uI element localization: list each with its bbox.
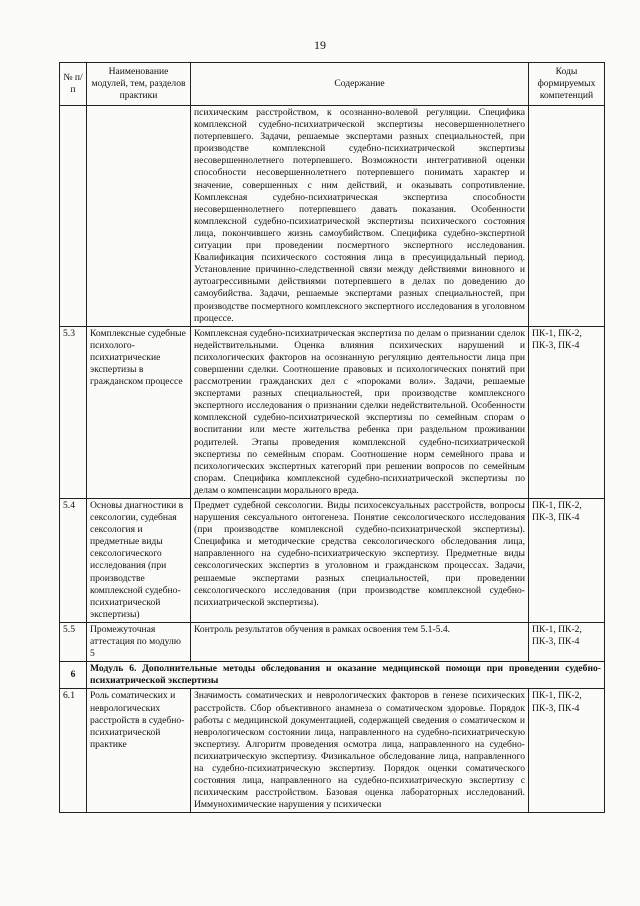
row-name: Промежуточная аттестация по модулю 5 [87,622,191,661]
header-name: Наименование модулей, тем, разделов практики [87,63,191,106]
row-content: Значимость соматических и неврологических факторов в генезе психических расстройств. Сбор объективного анамнеза о соматическом здоровье. Порядок работы с медицинской документацией, содержащей сведения о соматическом и неврологическом состоянии лица, направленного на судебно-психиатрическую экспертизу. Алгоритм проведения осмотра лица, направленного на судебно-психиатрическую экспертизу. Физикальное обследование лица, направленного на судебно-психиатрическую экспертизу. Порядок оценки соматического состояния лица, направленного на судебно-психиатрическую экспертизу с психическим расстройством. Базовая оценка лабораторных исследований. Иммунохимические нарушения у психически [191,689,529,813]
row-codes: ПК-1, ПК-2, ПК-3, ПК-4 [529,689,605,813]
table-row [60,106,605,327]
row-name [87,106,191,327]
row-content: Контроль результатов обучения в рамках освоения тем 5.1-5.4. [191,622,529,661]
row-name: Основы диагностики в сексологии, судебная сексология и предметные виды сексологического исследования (при производстве комплексной судебно-психиатрической экспертизы) [87,499,191,623]
row-codes: ПК-1, ПК-2, ПК-3, ПК-4 [529,499,605,623]
row-content: Предмет судебной сексологии. Виды психосексуальных расстройств, вопросы нарушения сексуального онтогенеза. Понятие сексологического исследования (при производстве комплексной судебно-психиатрической экспертизы). Специфика и методические средства сексологического обследования лица, направленного на судебно-психиатрическую экспертизу. Предметные виды сексологических экспертиз в уголовном и гражданском процессах. Задачи, решаемые экспертами разных специальностей, при проведении сексологического исследования (при производстве комплексной судебно-психиатрической экспертизы). [191,499,529,623]
table-header-row [60,63,605,106]
row-codes [529,106,605,327]
module-num: 6 [60,662,87,689]
row-name: Комплексные судебные психолого-психиатрические экспертизы в гражданском процессе [87,326,191,498]
row-codes: ПК-1, ПК-2, ПК-3, ПК-4 [529,622,605,661]
table-row [60,622,605,661]
row-content: Комплексная судебно-психиатрическая экспертиза по делам о признании сделок недействительными. Оценка влияния психических нарушений и психологических факторов на осознанную регуляцию деятельности лица при совершении сделки. Соотношение правовых и психологических понятий при рассмотрении гражданских дел с «пороками воли». Задачи, решаемые экспертами разных специальностей, при производстве комплексного экспертного исследования о признании сделки недействительной. Особенности комплексной судебно-психиатрической экспертизы по семейным спорам о воспитании или месте жительства ребенка при раздельном проживании родителей. Этапы проведения комплексной судебно-психиатрической экспертизы по семейным спорам. Соотношение норм семейного права и психологических экспертных категорий при решении вопросов по семейным спорам. Специфика комплексной судебно-психиатрической экспертизы по делам о компенсации морального вреда. [191,326,529,498]
page-number: 19 [314,38,326,52]
table-row [60,689,605,813]
row-num: 5.4 [60,499,87,623]
row-num: 5.3 [60,326,87,498]
header-codes: Коды формируемых компетенций [529,63,605,106]
module-title: Модуль 6. Дополнительные методы обследования и оказание медицинской помощи при проведении судебно-психиатрической экспертизы [87,662,605,689]
module-row [60,662,605,689]
header-num: № п/п [60,63,87,106]
row-num [60,106,87,327]
table-row [60,326,605,498]
row-content: психическим расстройством, к осознанно-волевой регуляции. Специфика комплексной судебно-психиатрической экспертизы несовершеннолетнего потерпевшего. Задачи, решаемые экспертами разных специальностей, при производстве комплексной судебно-психиатрической экспертизы несовершеннолетнего потерпевшего. Возможности интегративной оценки способности несовершеннолетнего потерпевшего понимать характер и значение, совершенных с ним действий, и оказывать сопротивление. Комплексная судебно-психиатрическая экспертиза способности несовершеннолетнего потерпевшего давать показания. Особенности комплексной судебно-психиатрической экспертизы психического состояния лица, покончившего жизнь самоубийством. Специфика судебно-экспертной ситуации при проведении посмертного экспертного исследования. Квалификация психического состояния лица в пресуицидальный период. Установление причинно-следственной связи между действиями виновного и аутоагрессивными действиями потерпевшего в делах по доведению до самоубийства. Задачи, решаемые экспертами разных специальностей, при производстве посмертного комплексного экспертного исследования в уголовном процессе. [191,106,529,327]
row-codes: ПК-1, ПК-2, ПК-3, ПК-4 [529,326,605,498]
row-num: 5.5 [60,622,87,661]
row-name: Роль соматических и неврологических расстройств в судебно-психиатрической практике [87,689,191,813]
row-num: 6.1 [60,689,87,813]
curriculum-table [59,62,605,813]
header-content: Содержание [191,63,529,106]
table-row [60,499,605,623]
